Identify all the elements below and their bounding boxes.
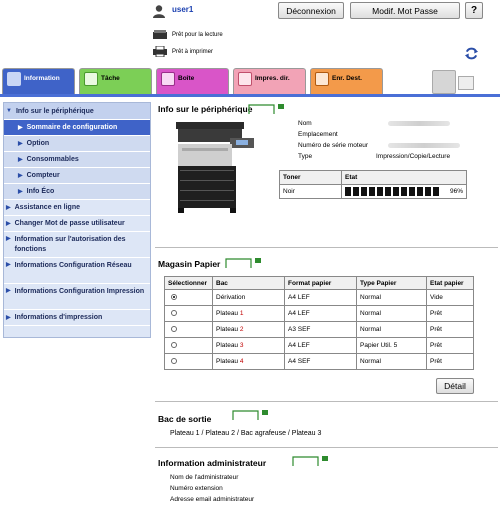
printer-status-text: Prêt à imprimer (172, 48, 214, 55)
arrow-right-icon: ▶ (6, 315, 11, 321)
state-header: Etat (342, 171, 467, 185)
direct-print-tab-icon (238, 72, 252, 86)
box-tab-icon (161, 72, 175, 86)
job-tab-icon (84, 72, 98, 86)
device-info-title: Info sur le périphérique (158, 104, 253, 114)
tab-job[interactable]: Tâche (79, 68, 152, 94)
sidebar-item-change-password[interactable]: ▶ Changer Mot de passe utilisateur (4, 216, 150, 232)
printer-status (152, 46, 213, 57)
admin-email-label: Adresse email administrateur (170, 496, 255, 503)
col-paper-size: Format papier (285, 277, 357, 290)
address-book-tab-icon (315, 72, 329, 86)
refresh-icon[interactable] (464, 46, 479, 61)
scanner-status-text: Prêt pour la lecture (172, 31, 223, 38)
tray-name: Plateau 4 (213, 354, 285, 370)
output-tray-title: Bac de sortie (158, 414, 212, 424)
arrow-right-icon: ▶ (6, 221, 11, 227)
section-marker-icon (292, 455, 332, 467)
toner-segment (393, 187, 399, 196)
tray-name: Plateau 2 (213, 322, 285, 338)
table-row (280, 185, 467, 199)
table-header-row (280, 171, 467, 185)
field-serial-value (388, 143, 460, 148)
col-paper-type: Type Papier (357, 277, 427, 290)
tray-radio[interactable] (171, 310, 177, 316)
toner-segment (409, 187, 415, 196)
paper-type: Normal (357, 306, 427, 322)
panel-icon[interactable] (458, 76, 474, 90)
help-button[interactable]: ? (465, 2, 483, 19)
table-row (165, 354, 474, 370)
sidebar-item-eco-info[interactable]: ▶ Info Éco (4, 184, 150, 200)
toner-segment (433, 187, 439, 196)
arrow-right-icon: ▶ (18, 157, 23, 163)
logout-button[interactable]: Déconnexion (278, 2, 344, 19)
table-row (165, 290, 474, 306)
paper-size: A4 LEF (285, 306, 357, 322)
output-tray-value: Plateau 1 / Plateau 2 / Bac agrafeuse / Plateau 3 (170, 430, 322, 437)
toner-segment (353, 187, 359, 196)
toner-segment (361, 187, 367, 196)
col-paper-state: Etat papier (427, 277, 474, 290)
toner-table (279, 170, 467, 199)
scanner-status (152, 29, 223, 40)
toner-segment (425, 187, 431, 196)
paper-type: Papier Util. 5 (357, 338, 427, 354)
tray-radio[interactable] (171, 358, 177, 364)
sidebar-item-online-help[interactable]: ▶ Assistance en ligne (4, 200, 150, 216)
field-name-label: Nom (298, 120, 312, 127)
toner-percent: 96% (449, 188, 463, 195)
tab-box[interactable]: Boîte (156, 68, 229, 94)
toner-segment (369, 187, 375, 196)
user-name: user1 (172, 5, 194, 14)
sidebar-item-device-info[interactable]: ▼ Info sur le périphérique (4, 103, 150, 120)
tray-name: Plateau 1 (213, 306, 285, 322)
tab-bar (0, 68, 500, 96)
toner-level-bar (345, 187, 439, 196)
paper-state: Prêt (427, 306, 474, 322)
field-location-label: Emplacement (298, 131, 338, 138)
admin-extension-label: Numéro extension (170, 485, 223, 492)
divider (155, 247, 498, 248)
detail-button[interactable]: Détail (436, 378, 474, 394)
sidebar-item-config-summary[interactable]: ▶ Sommaire de configuration (4, 120, 150, 136)
arrow-right-icon: ▶ (6, 262, 11, 268)
arrow-right-icon: ▶ (18, 125, 23, 131)
arrow-right-icon: ▶ (6, 205, 11, 211)
user-icon (152, 4, 166, 18)
tab-address-book[interactable]: Enr. Dest. (310, 68, 383, 94)
sidebar-item-network-config[interactable]: ▶ Informations Configuration Réseau (4, 258, 150, 284)
device-image (172, 118, 264, 216)
paper-tray-title: Magasin Papier (158, 259, 221, 269)
arrow-right-icon: ▶ (6, 288, 11, 294)
tray-radio[interactable] (171, 326, 177, 332)
tray-name: Plateau 3 (213, 338, 285, 354)
section-marker-icon (232, 409, 272, 421)
divider (155, 401, 498, 402)
arrow-down-icon: ▼ (6, 108, 12, 114)
sidebar-item-print-config[interactable]: ▶ Informations Configuration Impression (4, 284, 150, 310)
printer-icon (152, 46, 168, 57)
sidebar-item-option[interactable]: ▶ Option (4, 136, 150, 152)
toner-segment (345, 187, 351, 196)
field-name-value (388, 121, 450, 126)
table-row (165, 306, 474, 322)
arrow-right-icon: ▶ (6, 236, 11, 242)
paper-state: Prêt (427, 322, 474, 338)
tab-direct-print[interactable]: Impres. dir. (233, 68, 306, 94)
paper-state: Vide (427, 290, 474, 306)
paper-type: Normal (357, 354, 427, 370)
toner-segment (417, 187, 423, 196)
tray-radio[interactable] (171, 294, 177, 300)
paper-size: A3 SEF (285, 322, 357, 338)
admin-info-title: Information administrateur (158, 458, 267, 468)
sidebar (3, 102, 151, 338)
change-password-button[interactable]: Modif. Mot Passe (350, 2, 460, 19)
section-marker-icon (225, 257, 265, 269)
toner-level (342, 185, 467, 199)
paper-size: A4 SEF (285, 354, 357, 370)
paper-state: Prêt (427, 354, 474, 370)
tab-underline (0, 94, 500, 97)
table-header-row (165, 277, 474, 290)
arrow-right-icon: ▶ (18, 189, 23, 195)
divider (155, 447, 498, 448)
section-marker-icon (248, 103, 288, 115)
toner-header: Toner (280, 171, 342, 185)
sidebar-item-consumables[interactable]: ▶ Consommables (4, 152, 150, 168)
paper-type: Normal (357, 322, 427, 338)
toner-segment (401, 187, 407, 196)
toner-segment (377, 187, 383, 196)
table-row (165, 338, 474, 354)
table-row (165, 322, 474, 338)
sidebar-item-counter[interactable]: ▶ Compteur (4, 168, 150, 184)
paper-size: A4 LEF (285, 338, 357, 354)
paper-tray-table (164, 276, 474, 370)
field-serial-label: Numéro de série moteur (298, 142, 369, 149)
field-type-value: Impression/Copie/Lecture (376, 153, 451, 160)
tray-radio[interactable] (171, 342, 177, 348)
toner-name: Noir (280, 185, 342, 199)
maintenance-icon[interactable] (432, 70, 456, 94)
toner-segment (385, 187, 391, 196)
paper-size: A4 LEF (285, 290, 357, 306)
tab-information[interactable]: Information (2, 68, 75, 94)
arrow-right-icon: ▶ (18, 173, 23, 179)
scanner-icon (152, 29, 168, 40)
paper-type: Normal (357, 290, 427, 306)
arrow-right-icon: ▶ (18, 141, 23, 147)
col-select: Sélectionner (165, 277, 213, 290)
information-tab-icon (7, 72, 21, 86)
field-type-label: Type (298, 153, 313, 160)
sidebar-item-function-auth[interactable]: ▶ Information sur l'autorisation des fonctions (4, 232, 150, 258)
admin-name-label: Nom de l'administrateur (170, 474, 239, 481)
tray-name: Dérivation (213, 290, 285, 306)
paper-state: Prêt (427, 338, 474, 354)
col-tray: Bac (213, 277, 285, 290)
sidebar-item-print-info[interactable]: ▶ Informations d'impression (4, 310, 150, 326)
